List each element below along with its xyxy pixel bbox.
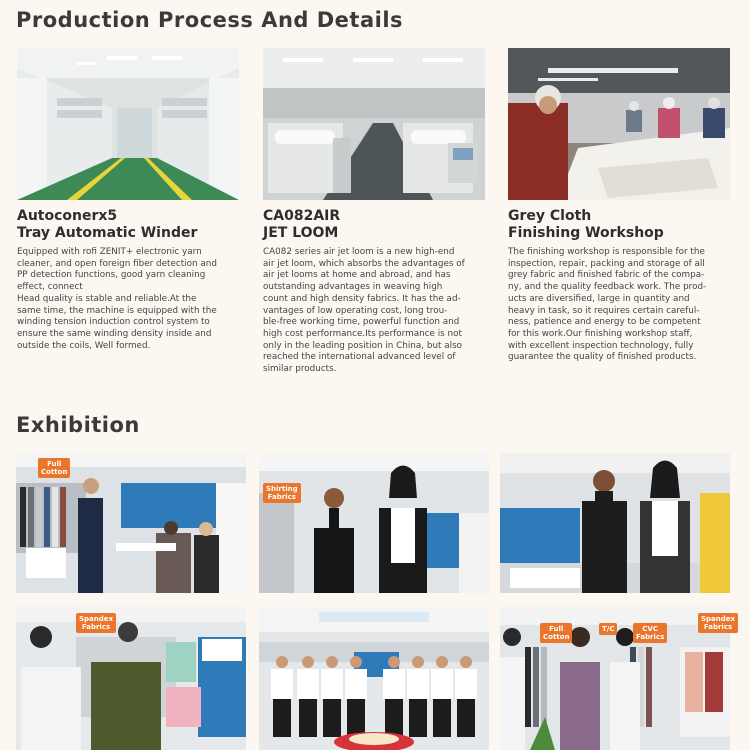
exhibition-photo-4 (16, 607, 246, 750)
shirting-fabrics-sign: Shirting Fabrics (263, 483, 301, 503)
full-cotton-sign-2: Full Cotton (540, 623, 572, 643)
exhibition-photo-6 (500, 607, 736, 750)
exhibition-section-title: Exhibition (16, 413, 140, 437)
exhibition-photo-3 (500, 453, 730, 593)
full-cotton-sign: Full Cotton (38, 458, 70, 478)
loom-description: CA082 series air jet loom is a new high-end air jet loom, which absorbs the advantages of air jet looms at home and abroad, and has outstanding advantages in weaving high count and high density fabrics. It has the ad- vantages of low operating cost, long trou- ble-free working time, powerful function and high cost performance.Its performance is not only in the leading position in China, but also reached the international advanced level of similar products. (263, 247, 465, 375)
tc-sign: T/C (599, 623, 617, 635)
finishing-workshop-photo (508, 48, 730, 200)
winder-photo (17, 48, 239, 200)
winder-description: Equipped with rofi ZENIT+ electronic yarn cleaner, and open foreign fiber detection and PP detection functions, good yarn cleaning effect, connect Head quality is stable and reliable.At the same time, the machine is equipped with the winding tension induction control system to ensure the same winding density inside and outside the coils, Well formed. (17, 247, 217, 351)
spandex-fabrics-sign: Spandex Fabrics (76, 613, 116, 633)
loom-heading: CA082AIR JET LOOM (263, 208, 341, 241)
finishing-description: The finishing workshop is responsible for the inspection, repair, packing and storage of all grey fabric and finished fabric of the compa- ny, and the quality feedback work. The prod- ucts are diversified, large in quantity and heavy in task, so it requires certain careful- ness, patience and energy to be competent for this work.Our finishing workshop staff, with excellent inspection technology, fully guarantee the quality of finished products. (508, 247, 707, 363)
exhibition-photo-2 (259, 453, 489, 593)
exhibition-photo-5 (259, 607, 489, 750)
exhibition-photo-1 (16, 453, 246, 593)
cvc-fabrics-sign: CVC Fabrics (633, 623, 667, 643)
spandex-fabrics-sign-2: Spandex Fabrics (698, 613, 738, 633)
production-section-title: Production Process And Details (16, 8, 404, 32)
winder-heading: Autoconerx5 Tray Automatic Winder (17, 208, 198, 241)
air-jet-loom-photo (263, 48, 485, 200)
finishing-heading: Grey Cloth Finishing Workshop (508, 208, 664, 241)
